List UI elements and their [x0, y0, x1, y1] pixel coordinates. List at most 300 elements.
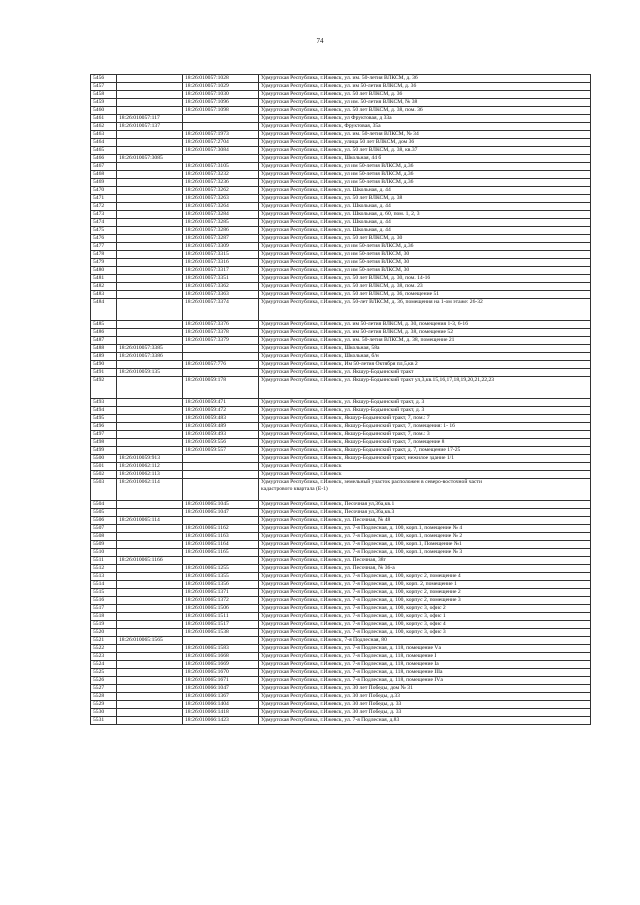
registry-table — [90, 74, 591, 725]
address-cell — [259, 479, 591, 501]
row-number-cell: 5524 — [91, 661, 117, 669]
object-cadastral-number-cell: 18:26:010057:3232 — [183, 171, 259, 179]
row-number-cell: 5472 — [91, 203, 117, 211]
object-cadastral-number-cell: 18:26:010065:1163 — [183, 533, 259, 541]
table-row — [91, 195, 591, 203]
table-row — [91, 541, 591, 549]
address-cell: Удмуртская Республика, г.Ижевск, ул. 50 лет ВЛКСМ, д. 38, кв.37 — [259, 147, 591, 155]
object-cadastral-number-cell: 18:26:010057:3378 — [183, 329, 259, 337]
object-cadastral-number-cell: 18:26:010057:3286 — [183, 227, 259, 235]
row-number-cell: 5489 — [91, 353, 117, 361]
address-cell: Удмуртская Республика, г.Ижевск, ул. им 50-летия ВЛКСМ, д. 36 — [259, 83, 591, 91]
object-cadastral-number-cell: 18:26:010057:3263 — [183, 195, 259, 203]
table-row — [91, 581, 591, 589]
row-number-cell: 5476 — [91, 235, 117, 243]
object-cadastral-number-cell: 18:26:010057:1096 — [183, 99, 259, 107]
land-cadastral-number-cell — [117, 431, 183, 439]
table-row — [91, 717, 591, 725]
address-cell: Удмуртская Республика, г.Ижевск, ул. 7-я Подлесная, д. 118, помещение IIIа — [259, 669, 591, 677]
table-row — [91, 155, 591, 163]
land-cadastral-number-cell — [117, 661, 183, 669]
registry-table-body — [91, 75, 591, 725]
row-number-cell: 5491 — [91, 369, 117, 377]
object-cadastral-number-cell — [183, 345, 259, 353]
land-cadastral-number-cell: 18:26:010062:113 — [117, 471, 183, 479]
address-cell: Удмуртская Республика, г.Ижевск, Якшур-Бодьинский тракт, 7, помещение 8 — [259, 439, 591, 447]
object-cadastral-number-cell: 18:26:010059:493 — [183, 431, 259, 439]
address-cell: Удмуртская Республика, г.Ижевск, ул. Якшур-Бодьинский тракт, д. 3 — [259, 399, 591, 407]
row-number-cell: 5470 — [91, 187, 117, 195]
land-cadastral-number-cell — [117, 163, 183, 171]
row-number-cell: 5471 — [91, 195, 117, 203]
land-cadastral-number-cell — [117, 407, 183, 415]
object-cadastral-number-cell: 18:26:010057:3351 — [183, 275, 259, 283]
row-number-cell: 5457 — [91, 83, 117, 91]
table-row — [91, 123, 591, 131]
object-cadastral-number-cell: 18:26:010065:1511 — [183, 613, 259, 621]
land-cadastral-number-cell — [117, 329, 183, 337]
table-row — [91, 267, 591, 275]
table-row — [91, 455, 591, 463]
row-number-cell: 5496 — [91, 423, 117, 431]
address-cell: Удмуртская Республика, г.Ижевск, ул им 50-летия ВЛКСМ, д.36 — [259, 179, 591, 187]
table-row — [91, 407, 591, 415]
row-number-cell: 5509 — [91, 541, 117, 549]
address-line: Удмуртская Республика, г.Ижевск, земельный участок расположен в северо-восточной части — [261, 479, 482, 485]
object-cadastral-number-cell — [183, 517, 259, 525]
address-cell: Удмуртская Республика, г.Ижевск, ул. 7-я Подлесная, д. 118, помещение IVа — [259, 677, 591, 685]
address-cell: Удмуртская Республика, г.Ижевск, ул. Песочная, 38г — [259, 557, 591, 565]
land-cadastral-number-cell — [117, 83, 183, 91]
address-cell: Удмуртская Республика, г.Ижевск, ул им 50-летия ВЛКСМ, д.36 — [259, 171, 591, 179]
land-cadastral-number-cell — [117, 589, 183, 597]
object-cadastral-number-cell: 18:26:010057:1030 — [183, 91, 259, 99]
table-row — [91, 423, 591, 431]
object-cadastral-number-cell — [183, 557, 259, 565]
land-cadastral-number-cell: 18:26:010062:112 — [117, 463, 183, 471]
land-cadastral-number-cell — [117, 415, 183, 423]
table-row — [91, 377, 591, 399]
row-number-cell: 5531 — [91, 717, 117, 725]
row-number-cell: 5519 — [91, 621, 117, 629]
table-row — [91, 115, 591, 123]
row-number-cell: 5503 — [91, 479, 117, 501]
table-row — [91, 251, 591, 259]
row-number-cell: 5505 — [91, 509, 117, 517]
row-number-cell: 5492 — [91, 377, 117, 399]
row-number-cell: 5466 — [91, 155, 117, 163]
land-cadastral-number-cell — [117, 321, 183, 329]
object-cadastral-number-cell: 18:26:010065:1506 — [183, 605, 259, 613]
row-number-cell: 5487 — [91, 337, 117, 345]
object-cadastral-number-cell: 18:26:010065:1371 — [183, 589, 259, 597]
land-cadastral-number-cell: 18:26:010059:913 — [117, 455, 183, 463]
object-cadastral-number-cell: 18:26:010065:1671 — [183, 677, 259, 685]
address-cell: Удмуртская Республика, г.Ижевск, ул. 50 лет ВЛКСМ, д. 36, помещение 51 — [259, 291, 591, 299]
object-cadastral-number-cell: 18:26:010059:483 — [183, 415, 259, 423]
address-cell: Удмуртская Республика, г.Ижевск, ул. 7-я Подлесная, д. 100, корпус 2, помещение 2 — [259, 589, 591, 597]
table-row — [91, 227, 591, 235]
object-cadastral-number-cell: 18:26:010065:1538 — [183, 629, 259, 637]
land-cadastral-number-cell — [117, 525, 183, 533]
address-cell: Удмуртская Республика, г.Ижевск, ул. им. 50-летия ВЛКСМ, д. 38, помещение 21 — [259, 337, 591, 345]
row-number-cell: 5523 — [91, 653, 117, 661]
row-number-cell: 5525 — [91, 669, 117, 677]
row-number-cell: 5530 — [91, 709, 117, 717]
table-row — [91, 669, 591, 677]
table-row — [91, 525, 591, 533]
address-cell: Удмуртская Республика, г.Ижевск, ул. 50 лет ВЛКСМ, д. 38, пом. 36 — [259, 107, 591, 115]
row-number-cell: 5529 — [91, 701, 117, 709]
page-number: 74 — [316, 37, 324, 45]
object-cadastral-number-cell: 18:26:010057:1973 — [183, 131, 259, 139]
land-cadastral-number-cell — [117, 361, 183, 369]
object-cadastral-number-cell: 18:26:010065:1670 — [183, 669, 259, 677]
address-cell: Удмуртская Республика, г.Ижевск, ул. 7-я Подлесная, д. 100, корп.1, помещение № 2 — [259, 533, 591, 541]
land-cadastral-number-cell — [117, 275, 183, 283]
row-number-cell: 5478 — [91, 251, 117, 259]
land-cadastral-number-cell — [117, 669, 183, 677]
object-cadastral-number-cell: 18:26:010065:1045 — [183, 501, 259, 509]
address-cell: Удмуртская Республика, г.Ижевск, 7-я Подлесная, 80 — [259, 637, 591, 645]
table-row — [91, 661, 591, 669]
land-cadastral-number-cell — [117, 447, 183, 455]
land-cadastral-number-cell — [117, 685, 183, 693]
row-number-cell: 5473 — [91, 211, 117, 219]
table-row — [91, 701, 591, 709]
table-row — [91, 629, 591, 637]
address-cell: Удмуртская Республика, г.Ижевск, ул им 50-летия ВЛКСМ, 30 — [259, 251, 591, 259]
land-cadastral-number-cell: 18:26:010059:135 — [117, 369, 183, 377]
address-cell: Удмуртская Республика, г.Ижевск, ул. Песочная, № 36-а — [259, 565, 591, 573]
table-row — [91, 83, 591, 91]
row-number-cell: 5526 — [91, 677, 117, 685]
table-row — [91, 353, 591, 361]
land-cadastral-number-cell — [117, 645, 183, 653]
land-cadastral-number-cell — [117, 509, 183, 517]
land-cadastral-number-cell — [117, 235, 183, 243]
object-cadastral-number-cell: 18:26:010057:3362 — [183, 283, 259, 291]
land-cadastral-number-cell — [117, 423, 183, 431]
row-number-cell: 5501 — [91, 463, 117, 471]
land-cadastral-number-cell — [117, 653, 183, 661]
row-number-cell: 5494 — [91, 407, 117, 415]
table-row — [91, 439, 591, 447]
row-number-cell: 5522 — [91, 645, 117, 653]
address-cell: Удмуртская Республика, г.Ижевск, ул им 50-летия ВЛКСМ, 30 — [259, 259, 591, 267]
address-cell: Удмуртская Республика, г.Ижевск, Якшур-Бодьинский тракт, 7, пом.: 7 — [259, 415, 591, 423]
table-row — [91, 337, 591, 345]
table-row — [91, 447, 591, 455]
land-cadastral-number-cell: 18:26:010062:114 — [117, 479, 183, 501]
land-cadastral-number-cell — [117, 693, 183, 701]
address-cell: Удмуртская Республика, г.Ижевск, ул. Школьная, д. 60, пом. 1, 2, 3 — [259, 211, 591, 219]
object-cadastral-number-cell: 18:26:010057:3284 — [183, 211, 259, 219]
address-cell: Удмуртская Республика, г.Ижевск, ул. 7-я Подлесная, д. 100, корпус 2, помещение 3 — [259, 597, 591, 605]
row-number-cell: 5508 — [91, 533, 117, 541]
object-cadastral-number-cell: 18:26:010065:1517 — [183, 621, 259, 629]
land-cadastral-number-cell — [117, 501, 183, 509]
table-row — [91, 399, 591, 407]
row-number-cell: 5462 — [91, 123, 117, 131]
land-cadastral-number-cell — [117, 677, 183, 685]
row-number-cell: 5459 — [91, 99, 117, 107]
land-cadastral-number-cell — [117, 549, 183, 557]
object-cadastral-number-cell — [183, 353, 259, 361]
object-cadastral-number-cell: 18:26:010066:1423 — [183, 717, 259, 725]
object-cadastral-number-cell: 18:26:010066:1367 — [183, 693, 259, 701]
row-number-cell: 5502 — [91, 471, 117, 479]
table-row — [91, 693, 591, 701]
object-cadastral-number-cell: 18:26:010057:3084 — [183, 147, 259, 155]
land-cadastral-number-cell — [117, 573, 183, 581]
row-number-cell: 5461 — [91, 115, 117, 123]
address-cell: Удмуртская Республика, г.Ижевск — [259, 471, 591, 479]
object-cadastral-number-cell: 18:26:010057:3309 — [183, 243, 259, 251]
address-cell: Удмуртская Республика, г.Ижевск — [259, 463, 591, 471]
object-cadastral-number-cell: 18:26:010066:1404 — [183, 701, 259, 709]
address-cell: Удмуртская Республика, г.Ижевск, ул. 30 лет Победы, д. 33 — [259, 709, 591, 717]
row-number-cell: 5483 — [91, 291, 117, 299]
land-cadastral-number-cell — [117, 605, 183, 613]
land-cadastral-number-cell — [117, 621, 183, 629]
land-cadastral-number-cell — [117, 187, 183, 195]
table-row — [91, 187, 591, 195]
row-number-cell: 5477 — [91, 243, 117, 251]
row-number-cell: 5468 — [91, 171, 117, 179]
address-cell: Удмуртская Республика, г.Ижевск, Песочная ул,36а,кв.1 — [259, 501, 591, 509]
object-cadastral-number-cell: 18:26:010057:3264 — [183, 203, 259, 211]
address-cell: Удмуртская Республика, г.Ижевск, ул им 50-летия ВЛКСМ, д.36 — [259, 163, 591, 171]
object-cadastral-number-cell: 18:26:010065:1372 — [183, 597, 259, 605]
address-cell: Удмуртская Республика, г.Ижевск, ул. Школьная, д. 44 — [259, 203, 591, 211]
row-number-cell: 5475 — [91, 227, 117, 235]
land-cadastral-number-cell — [117, 107, 183, 115]
land-cadastral-number-cell — [117, 131, 183, 139]
object-cadastral-number-cell: 18:26:010057:3287 — [183, 235, 259, 243]
land-cadastral-number-cell — [117, 75, 183, 83]
object-cadastral-number-cell: 18:26:010057:3316 — [183, 259, 259, 267]
address-cell: Удмуртская Республика, г.Ижевск, ул. Якшур-Бодьинский тракт — [259, 369, 591, 377]
address-cell: Удмуртская Республика, г.Ижевск, ул. им 50-летия ВЛКСМ, д. 30, помещения 1-3, 6-16 — [259, 321, 591, 329]
object-cadastral-number-cell: 18:26:010065:1355 — [183, 573, 259, 581]
object-cadastral-number-cell: 18:26:010059:556 — [183, 439, 259, 447]
table-row — [91, 709, 591, 717]
row-number-cell: 5499 — [91, 447, 117, 455]
row-number-cell: 5482 — [91, 283, 117, 291]
address-cell: Удмуртская Республика, г.Ижевск, ул. 50 лет ВЛКСМ, д. 30, пом. 14-16 — [259, 275, 591, 283]
table-row — [91, 463, 591, 471]
table-row — [91, 299, 591, 321]
row-number-cell: 5493 — [91, 399, 117, 407]
table-row — [91, 139, 591, 147]
object-cadastral-number-cell: 18:26:010057:3105 — [183, 163, 259, 171]
land-cadastral-number-cell — [117, 541, 183, 549]
table-row — [91, 517, 591, 525]
object-cadastral-number-cell: 18:26:010065:1583 — [183, 645, 259, 653]
land-cadastral-number-cell — [117, 565, 183, 573]
table-row — [91, 653, 591, 661]
table-row — [91, 211, 591, 219]
land-cadastral-number-cell — [117, 283, 183, 291]
row-number-cell: 5497 — [91, 431, 117, 439]
table-row — [91, 171, 591, 179]
land-cadastral-number-cell — [117, 99, 183, 107]
object-cadastral-number-cell: 18:26:010057:1029 — [183, 83, 259, 91]
table-row — [91, 163, 591, 171]
land-cadastral-number-cell — [117, 399, 183, 407]
table-row — [91, 637, 591, 645]
row-number-cell: 5467 — [91, 163, 117, 171]
row-number-cell: 5511 — [91, 557, 117, 565]
table-row — [91, 677, 591, 685]
address-cell: Удмуртская Республика, г.Ижевск, ул. Якшур-Бодьинский тракт, д. 3 — [259, 407, 591, 415]
object-cadastral-number-cell: 18:26:010059:178 — [183, 377, 259, 399]
land-cadastral-number-cell — [117, 91, 183, 99]
object-cadastral-number-cell: 18:26:010059:472 — [183, 407, 259, 415]
table-row — [91, 645, 591, 653]
land-cadastral-number-cell — [117, 267, 183, 275]
row-number-cell: 5480 — [91, 267, 117, 275]
object-cadastral-number-cell: 18:26:010057:3262 — [183, 187, 259, 195]
object-cadastral-number-cell — [183, 455, 259, 463]
row-number-cell: 5484 — [91, 299, 117, 321]
address-cell: Удмуртская Республика, г.Ижевск, ул. 7-я Подлесная, д. 100, корп.1, помещение № 4 — [259, 525, 591, 533]
address-cell: Удмуртская Республика, г.Ижевск, ул. 30 лет Победы, д.33 — [259, 693, 591, 701]
object-cadastral-number-cell: 18:26:010065:1164 — [183, 541, 259, 549]
row-number-cell: 5504 — [91, 501, 117, 509]
object-cadastral-number-cell: 18:26:010065:1669 — [183, 661, 259, 669]
row-number-cell: 5486 — [91, 329, 117, 337]
land-cadastral-number-cell — [117, 581, 183, 589]
table-row — [91, 509, 591, 517]
address-line-continued: кадастрового квартала (Е-1) — [261, 486, 328, 492]
object-cadastral-number-cell — [183, 115, 259, 123]
address-cell: Удмуртская Республика, г.Ижевск, ул. 7-я Подлесная, д. 118, помещение I — [259, 653, 591, 661]
object-cadastral-number-cell: 18:26:010057:776 — [183, 361, 259, 369]
address-cell: Удмуртская Республика, г.Ижевск, ул. Якшур-Бодьинский тракт ул,3,кв.15,16,17,18,19,20,21,22,23 — [259, 377, 591, 399]
land-cadastral-number-cell — [117, 629, 183, 637]
table-row — [91, 369, 591, 377]
row-number-cell: 5518 — [91, 613, 117, 621]
land-cadastral-number-cell: 18:26:010057:3385 — [117, 345, 183, 353]
table-row — [91, 501, 591, 509]
address-cell: Удмуртская Республика, г.Ижевск, Школьная, б/н — [259, 353, 591, 361]
address-cell: Удмуртская Республика, г.Ижевск, ул. 7-я Подлесная, д. 100, корпус 3, офис 4 — [259, 621, 591, 629]
row-number-cell: 5498 — [91, 439, 117, 447]
row-number-cell: 5465 — [91, 147, 117, 155]
table-row — [91, 415, 591, 423]
row-number-cell: 5515 — [91, 589, 117, 597]
table-row — [91, 329, 591, 337]
object-cadastral-number-cell — [183, 369, 259, 377]
land-cadastral-number-cell — [117, 179, 183, 187]
land-cadastral-number-cell — [117, 337, 183, 345]
table-row — [91, 321, 591, 329]
object-cadastral-number-cell: 18:26:010065:1047 — [183, 509, 259, 517]
object-cadastral-number-cell: 18:26:010059:471 — [183, 399, 259, 407]
land-cadastral-number-cell — [117, 211, 183, 219]
table-row — [91, 621, 591, 629]
land-cadastral-number-cell — [117, 701, 183, 709]
land-cadastral-number-cell — [117, 243, 183, 251]
address-cell: Удмуртская Республика, г.Ижевск, ул. 7-я Подлесная, д. 100, корпус 3, офис 1 — [259, 613, 591, 621]
table-row — [91, 235, 591, 243]
object-cadastral-number-cell — [183, 463, 259, 471]
land-cadastral-number-cell — [117, 147, 183, 155]
row-number-cell: 5528 — [91, 693, 117, 701]
land-cadastral-number-cell — [117, 597, 183, 605]
land-cadastral-number-cell — [117, 203, 183, 211]
row-number-cell: 5507 — [91, 525, 117, 533]
address-cell: Удмуртская Республика, г.Ижевск, ул. 50-лет ВЛКСМ, д. 36, помещения на 1-ом этаже: 26-32 — [259, 299, 591, 321]
address-cell: Удмуртская Республика, г.Ижевск, ул. 50 лет ВЛКСМ, д. 30 — [259, 235, 591, 243]
address-cell: Удмуртская Республика, г.Ижевск, ул им. 50-летия ВЛКСМ, № 38 — [259, 99, 591, 107]
address-cell: Удмуртская Республика, г.Ижевск, ул. им 50-летия ВЛКСМ, д. 38, помещение 52 — [259, 329, 591, 337]
address-cell: Удмуртская Республика, г.Ижевск, Школьная, 44 б — [259, 155, 591, 163]
address-cell: Удмуртская Республика, г.Ижевск, ул. 7-я Подлесная, д.83 — [259, 717, 591, 725]
row-number-cell: 5460 — [91, 107, 117, 115]
row-number-cell: 5495 — [91, 415, 117, 423]
address-cell: Удмуртская Республика, г.Ижевск, ул. 7-я Подлесная, д. 118, помещение Iа — [259, 661, 591, 669]
address-cell: Удмуртская Республика, г.Ижевск, Якшур-Бодьинский тракт, д. 7, помещение 17-25 — [259, 447, 591, 455]
object-cadastral-number-cell: 18:26:010057:3315 — [183, 251, 259, 259]
row-number-cell: 5479 — [91, 259, 117, 267]
object-cadastral-number-cell: 18:26:010065:1356 — [183, 581, 259, 589]
address-cell: Удмуртская Республика, г.Ижевск, Якшур-Бодьинский тракт, 7, помещения: 1- 16 — [259, 423, 591, 431]
address-cell: Удмуртская Республика, г.Ижевск, ул. 30 лет Победы, дом № 31 — [259, 685, 591, 693]
row-number-cell: 5521 — [91, 637, 117, 645]
address-cell: Удмуртская Республика, г.Ижевск, улица 50 лет ВЛКСМ, дом 36 — [259, 139, 591, 147]
land-cadastral-number-cell: 18:26:010057:137 — [117, 123, 183, 131]
row-number-cell: 5520 — [91, 629, 117, 637]
table-row — [91, 479, 591, 501]
land-cadastral-number-cell — [117, 613, 183, 621]
object-cadastral-number-cell: 18:26:010057:3374 — [183, 299, 259, 321]
address-cell: Удмуртская Республика, г.Ижевск, Якшур-Бодьинский тракт, 7, пом.: 3 — [259, 431, 591, 439]
object-cadastral-number-cell — [183, 637, 259, 645]
address-cell: Удмуртская Республика, г.Ижевск, ул. 50 лет ВЛКСМ, д. 36 — [259, 91, 591, 99]
table-row — [91, 597, 591, 605]
object-cadastral-number-cell: 18:26:010065:1165 — [183, 549, 259, 557]
row-number-cell: 5469 — [91, 179, 117, 187]
land-cadastral-number-cell: 18:26:010065:114 — [117, 517, 183, 525]
address-cell: Удмуртская Республика, г.Ижевск, Якшур-Бодьинский тракт, нежилое здание 1/1 — [259, 455, 591, 463]
table-row — [91, 431, 591, 439]
row-number-cell: 5463 — [91, 131, 117, 139]
row-number-cell: 5481 — [91, 275, 117, 283]
address-cell: Удмуртская Республика, г.Ижевск, ул. 50 лет ВЛКСМ, д. 38 — [259, 195, 591, 203]
address-cell: Удмуртская Республика, г.Ижевск, ул. им. 50-летия ВЛКСМ, № 34 — [259, 131, 591, 139]
table-row — [91, 107, 591, 115]
table-row — [91, 75, 591, 83]
address-cell: Удмуртская Республика, г.Ижевск, ул. Школьная, д. 44 — [259, 227, 591, 235]
address-cell: Удмуртская Республика, г.Ижевск, ул. Школьная, д. 44 — [259, 187, 591, 195]
object-cadastral-number-cell: 18:26:010065:1255 — [183, 565, 259, 573]
row-number-cell: 5464 — [91, 139, 117, 147]
address-cell: Удмуртская Республика, г.Ижевск, Песочная ул,36а,кв.3 — [259, 509, 591, 517]
object-cadastral-number-cell: 18:26:010057:3317 — [183, 267, 259, 275]
row-number-cell: 5517 — [91, 605, 117, 613]
row-number-cell: 5516 — [91, 597, 117, 605]
object-cadastral-number-cell — [183, 479, 259, 501]
land-cadastral-number-cell — [117, 439, 183, 447]
table-row — [91, 259, 591, 267]
object-cadastral-number-cell: 18:26:010057:1028 — [183, 75, 259, 83]
land-cadastral-number-cell — [117, 219, 183, 227]
table-row — [91, 557, 591, 565]
table-row — [91, 291, 591, 299]
